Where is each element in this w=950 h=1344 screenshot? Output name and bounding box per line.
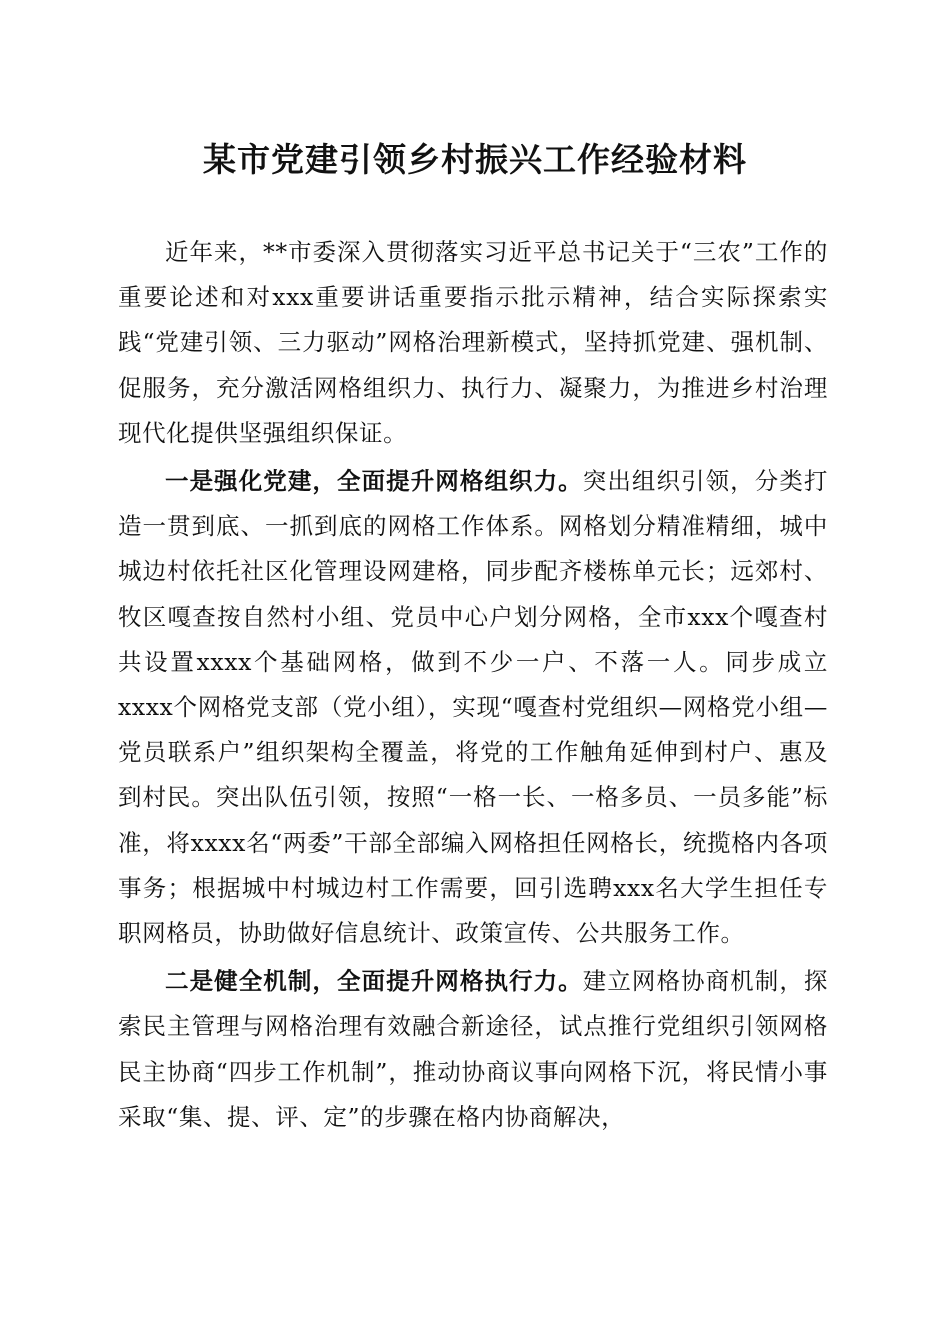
- section-2-text: 建立网格协商机制，探索民主管理与网格治理有效融合新途径，试点推行党组织引领网格民主协商“四步工作机制”，推动协商议事向网格下沉，将民情小事采取“集、提、评、定”的步骤在格内协商解决，: [118, 967, 829, 1131]
- document-body: [118, 230, 828, 1143]
- section-1-heading: 一是强化党建，全面提升网格组织力。: [165, 467, 583, 496]
- section-1-text: 突出组织引领，分类打造一贯到底、一抓到底的网格工作体系。网格划分精准精细，城中城边村依托社区化管理设网建格，同步配齐楼栋单元长；远郊村、牧区嘎查按自然村小组、党员中心户划分网格，全市xxx个嘎查村共设置xxxx个基础网格，做到不少一户、不落一人。同步成立xxxx个网格党支部（党小组），实现“嘎查村党组织—网格党小组—党员联系户”组织架构全覆盖，将党的工作触角延伸到村户、惠及到村民。突出队伍引领，按照“一格一长、一格多员、一员多能”标准，将xxxx名“两委”干部全部编入网格担任网格长，统揽格内各项事务；根据城中村城边村工作需要，回引选聘xxx名大学生担任专职网格员，协助做好信息统计、政策宣传、公共服务工作。: [118, 467, 829, 948]
- paragraph-section-2: [118, 959, 828, 1140]
- paragraph-intro-text: 近年来，**市委深入贯彻落实习近平总书记关于“三农”工作的重要论述和对xxx重要讲话重要指示批示精神，结合实际探索实践“党建引领、三力驱动”网格治理新模式，坚持抓党建、强机制、促服务，充分激活网格组织力、执行力、凝聚力，为推进乡村治理现代化提供坚强组织保证。: [118, 238, 828, 447]
- document-title: 某市党建引领乡村振兴工作经验材料: [203, 140, 747, 179]
- paragraph-intro: [118, 230, 828, 456]
- paragraph-section-1: [118, 459, 828, 956]
- section-2-heading: 二是健全机制，全面提升网格执行力。: [165, 967, 583, 996]
